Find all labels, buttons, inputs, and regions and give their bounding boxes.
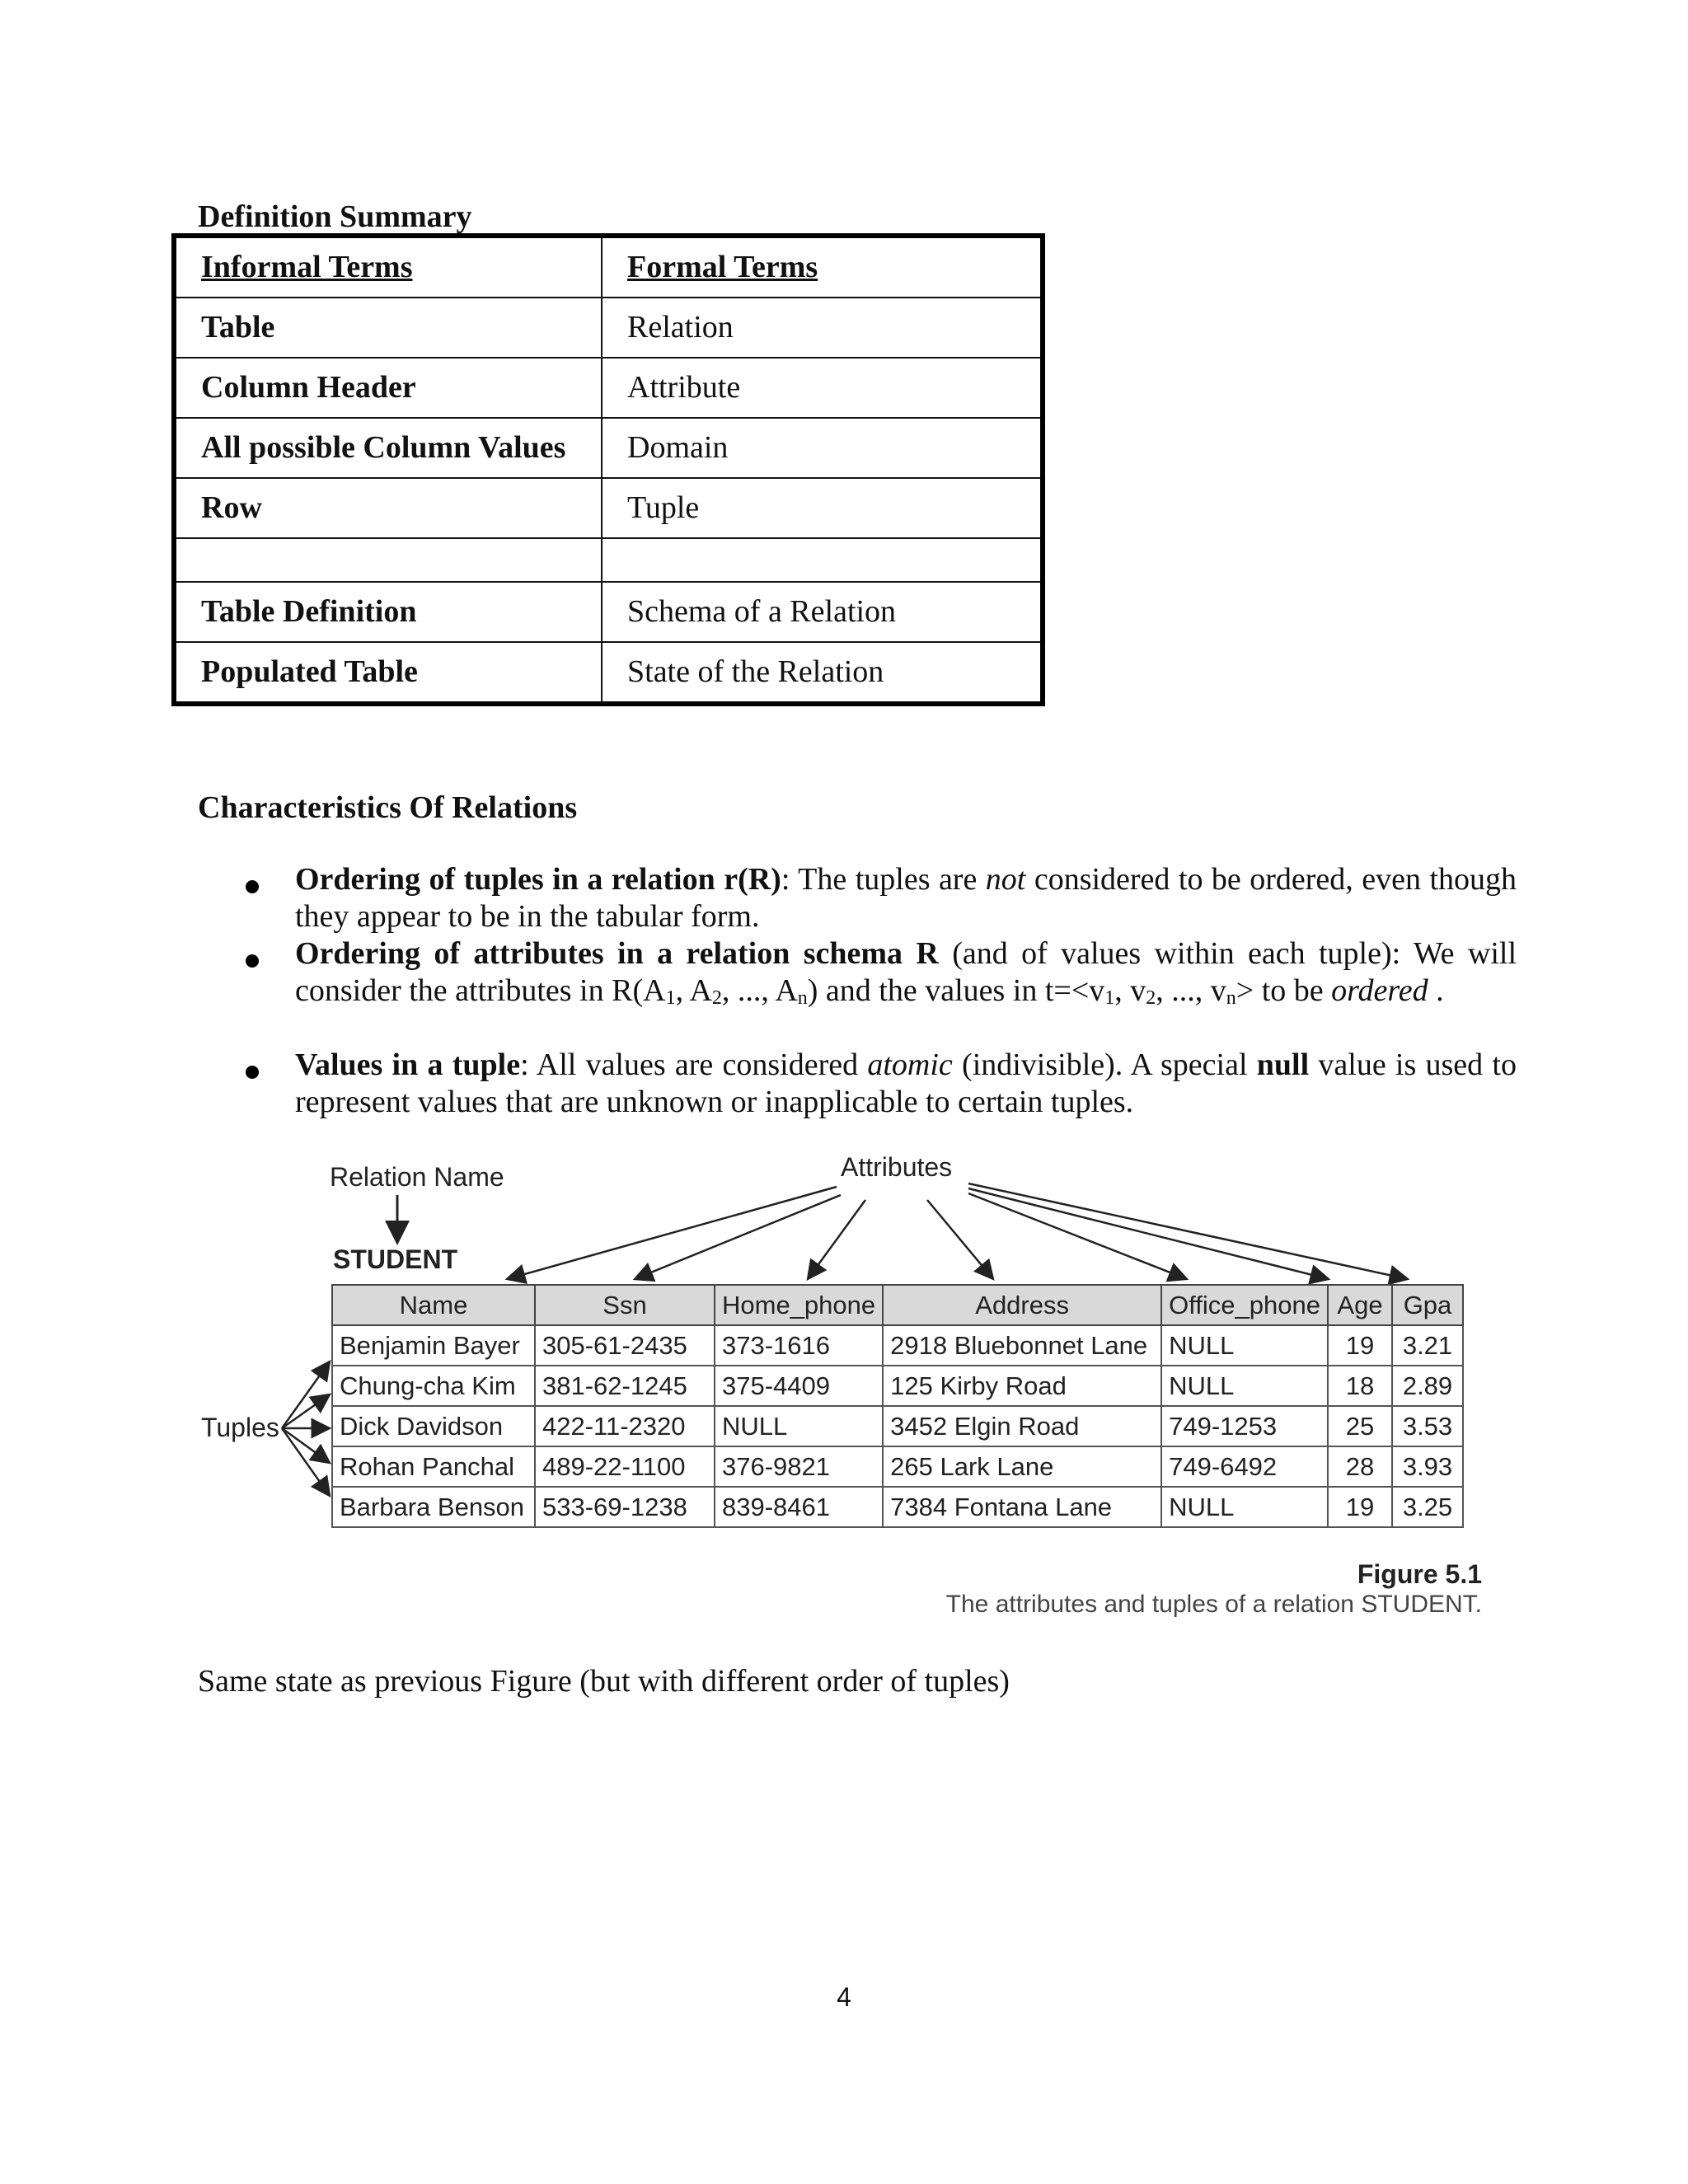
bullet-icon — [246, 1066, 259, 1079]
item-text: (and of values within each tuple): We will consider the attributes in $R(A_1$, $A_2$, ..., $A_n$) and the values in $t=<v_1$, $v_2$, ..., $v_n>$ to be — [295, 936, 1517, 1009]
informal-term — [174, 538, 602, 582]
table-row — [332, 1325, 1463, 1366]
column-header-address: Address — [883, 1285, 1161, 1325]
table-row — [174, 298, 1043, 358]
formal-term: Schema of a Relation — [602, 582, 1043, 642]
column-header-gpa: Gpa — [1392, 1285, 1463, 1325]
figure-number: Figure 5.1 — [1357, 1559, 1482, 1589]
header-formal-terms: Formal Terms — [602, 236, 1043, 298]
item-bold-term: Ordering of tuples in a relation r(R) — [295, 862, 781, 897]
column-header-age: Age — [1328, 1285, 1392, 1325]
cell-gpa: 3.25 — [1392, 1487, 1463, 1527]
cell-name: Barbara Benson — [332, 1487, 535, 1527]
item-bold-term: Ordering of attributes in a relation schema R — [295, 936, 939, 971]
cell-office-phone: NULL — [1161, 1325, 1328, 1366]
table-row — [332, 1366, 1463, 1406]
cell-name: Dick Davidson — [332, 1406, 535, 1446]
cell-address: 3452 Elgin Road — [883, 1406, 1161, 1446]
formal-term — [602, 538, 1043, 582]
student-relation-figure — [181, 1146, 1484, 1640]
student-table — [331, 1284, 1464, 1528]
attributes-label: Attributes — [841, 1152, 953, 1182]
table-row-empty — [174, 538, 1043, 582]
cell-gpa: 3.93 — [1392, 1446, 1463, 1487]
cell-age: 28 — [1328, 1446, 1392, 1487]
cell-ssn: 533-69-1238 — [535, 1487, 715, 1527]
table-row — [332, 1406, 1463, 1446]
cell-address: 2918 Bluebonnet Lane — [883, 1325, 1161, 1366]
item-bold-term: Values in a tuple — [295, 1047, 521, 1082]
list-item-text — [295, 1047, 1517, 1121]
table-header-row — [174, 236, 1043, 298]
table-row — [174, 358, 1043, 418]
item-text: : The tuples are — [781, 862, 986, 897]
bullet-icon — [246, 880, 259, 893]
table-row — [174, 478, 1043, 538]
attribute-arrows — [507, 1183, 1408, 1279]
tuples-label: Tuples — [201, 1413, 279, 1442]
cell-gpa: 3.53 — [1392, 1406, 1463, 1446]
column-header-ssn: Ssn — [535, 1285, 715, 1325]
cell-ssn: 489-22-1100 — [535, 1446, 715, 1487]
item-text: (indivisible). A special — [952, 1047, 1257, 1082]
item-text: . — [1428, 973, 1444, 1008]
relation-name-label: Relation Name — [330, 1162, 504, 1192]
characteristics-heading: Characteristics Of Relations — [198, 790, 578, 825]
cell-office-phone: NULL — [1161, 1366, 1328, 1406]
informal-term: Row — [174, 478, 602, 538]
cell-home-phone: 376-9821 — [715, 1446, 883, 1487]
bottom-note: Same state as previous Figure (but with different order of tuples) — [198, 1664, 1010, 1699]
column-header-name: Name — [332, 1285, 535, 1325]
cell-gpa: 2.89 — [1392, 1366, 1463, 1406]
table-row — [332, 1487, 1463, 1527]
cell-age: 18 — [1328, 1366, 1392, 1406]
list-item-text — [295, 861, 1517, 935]
formal-term: Relation — [602, 298, 1043, 358]
cell-address: 265 Lark Lane — [883, 1446, 1161, 1487]
cell-ssn: 305-61-2435 — [535, 1325, 715, 1366]
cell-office-phone: 749-6492 — [1161, 1446, 1328, 1487]
cell-home-phone: 375-4409 — [715, 1366, 883, 1406]
cell-ssn: 381-62-1245 — [535, 1366, 715, 1406]
cell-age: 25 — [1328, 1406, 1392, 1446]
informal-term: Populated Table — [174, 642, 602, 704]
item-italic: ordered — [1331, 973, 1428, 1008]
cell-address: 7384 Fontana Lane — [883, 1487, 1161, 1527]
list-item-text — [295, 935, 1517, 1010]
cell-name: Rohan Panchal — [332, 1446, 535, 1487]
table-row — [174, 582, 1043, 642]
cell-address: 125 Kirby Road — [883, 1366, 1161, 1406]
cell-home-phone: 839-8461 — [715, 1487, 883, 1527]
table-header-row — [332, 1285, 1463, 1325]
informal-term: Table Definition — [174, 582, 602, 642]
item-text: value is used to represent values that are unknown or inapplicable to certain tuples. — [295, 1047, 1517, 1119]
cell-name: Chung-cha Kim — [332, 1366, 535, 1406]
definition-summary-table — [171, 233, 1045, 706]
item-text: : All values are considered — [520, 1047, 868, 1082]
cell-office-phone: 749-1253 — [1161, 1406, 1328, 1446]
item-italic: atomic — [867, 1047, 953, 1082]
header-informal-terms: Informal Terms — [174, 236, 602, 298]
cell-office-phone: NULL — [1161, 1487, 1328, 1527]
informal-term: Column Header — [174, 358, 602, 418]
item-text: considered to be ordered, even though they appear to be in the tabular form. — [295, 862, 1517, 934]
item-bold-term: null — [1256, 1047, 1310, 1082]
table-row — [174, 642, 1043, 704]
formal-term: Domain — [602, 418, 1043, 478]
cell-age: 19 — [1328, 1487, 1392, 1527]
formal-term: Attribute — [602, 358, 1043, 418]
table-row — [332, 1446, 1463, 1487]
cell-name: Benjamin Bayer — [332, 1325, 535, 1366]
formal-term: State of the Relation — [602, 642, 1043, 704]
cell-home-phone: 373-1616 — [715, 1325, 883, 1366]
tuple-arrows — [282, 1361, 330, 1496]
bullet-icon — [246, 954, 259, 968]
figure-caption: The attributes and tuples of a relation STUDENT. — [945, 1591, 1482, 1618]
table-row — [174, 418, 1043, 478]
cell-ssn: 422-11-2320 — [535, 1406, 715, 1446]
formal-term: Tuple — [602, 478, 1043, 538]
cell-age: 19 — [1328, 1325, 1392, 1366]
column-header-office-phone: Office_phone — [1161, 1285, 1328, 1325]
cell-gpa: 3.21 — [1392, 1325, 1463, 1366]
relation-title: STUDENT — [333, 1244, 458, 1274]
informal-term: Table — [174, 298, 602, 358]
cell-home-phone: NULL — [715, 1406, 883, 1446]
definition-summary-heading: Definition Summary — [198, 199, 472, 234]
column-header-home-phone: Home_phone — [715, 1285, 883, 1325]
informal-term: All possible Column Values — [174, 418, 602, 478]
page-number: 4 — [837, 1982, 851, 2012]
item-italic: not — [985, 862, 1026, 897]
